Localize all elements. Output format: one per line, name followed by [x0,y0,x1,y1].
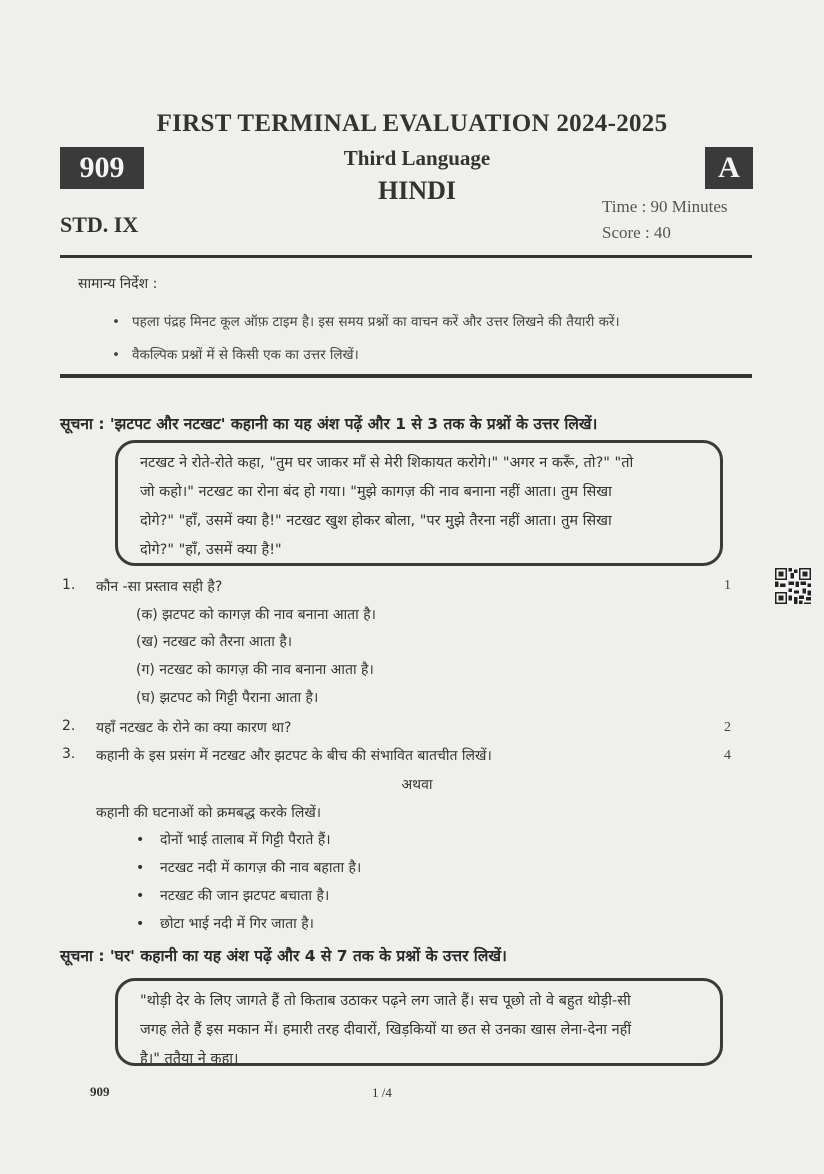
answer-option: (क) झटपट को कागज़ की नाव बनाना आता है। [136,607,376,623]
passage-line: नटखट ने रोते-रोते कहा, "तुम घर जाकर माँ से मेरी शिकायत करोगे।" "अगर न करूँ, तो?" "तो [140,455,634,471]
passage-line: है।" ततैया ने कहा। [140,1051,239,1067]
question-text: यहाँ नटखट के रोने का क्या कारण था? [96,720,292,736]
standard-label: STD. IX [60,212,139,237]
score-label: Score : 40 [602,223,671,242]
passage-line: दोगे?" "हाँ, उसमें क्या है!" नटखट खुश होकर बोला, "पर मुझे तैरना नहीं आता। तुम सिखा [140,513,612,529]
alternate-item [136,886,329,905]
passage-box-1 [115,440,723,566]
page-number: 1 /4 [372,1085,392,1100]
paper-code-badge: 909 [60,147,144,189]
question-marks: 1 [724,578,731,593]
question-number: 3. [62,746,76,762]
question-text: कौन -सा प्रस्ताव सही है? [96,579,223,595]
passage-line: जगह लेते हैं इस मकान में। हमारी तरह दीवारों, खिड़कियों या छत से उनका खास लेना-देना नहीं [140,1022,632,1038]
question-number: 2. [62,718,76,734]
footer-paper-code: 909 [90,1084,110,1099]
alternate-item [136,830,331,849]
alternate-item-text: नटखट की जान झटपट बचाता है। [160,888,330,904]
bullet-icon: • [136,916,145,932]
answer-option: (ख) नटखट को तैरना आता है। [136,634,293,650]
alternate-item-text: छोटा भाई नदी में गिर जाता है। [160,916,314,932]
passage-line: "थोड़ी देर के लिए जागते हैं तो किताब उठाकर पढ़ने लग जाते हैं। सच पूछो तो वे बहुत थोड़ी-सी [140,993,631,1009]
question-marks: 4 [724,748,731,763]
general-instructions-heading: सामान्य निर्देश : [78,276,158,292]
alternate-question: कहानी की घटनाओं को क्रमबद्ध करके लिखें। [96,805,322,821]
instruction-item [112,312,620,330]
exam-title: FIRST TERMINAL EVALUATION 2024-2025 [156,110,668,137]
language-label: Third Language [343,146,491,170]
alternate-item [136,858,361,877]
section2-notice: सूचना : 'घर' कहानी का यह अंश पढ़ें और 4 से 7 तक के प्रश्नों के उत्तर लिखें। [60,947,507,965]
passage-line: दोगे?" "हाँ, उसमें क्या है!" [140,542,282,558]
bullet-icon: • [112,347,120,363]
alternate-item-text: दोनों भाई तालाब में गिट्टी पैराते हैं। [160,832,331,848]
passage-box-2 [115,978,723,1066]
bullet-icon: • [136,888,145,904]
time-label: Time : 90 Minutes [602,197,728,216]
instructions-divider [60,374,752,378]
alternate-item [136,914,314,933]
header-divider [60,255,752,258]
question-marks: 2 [724,720,731,735]
question-number: 1. [62,577,76,593]
question-text: कहानी के इस प्रसंग में नटखट और झटपट के बीच की संभावित बातचीत लिखें। [96,748,492,764]
qr-code-icon [775,568,811,604]
answer-option: (ग) नटखट को कागज़ की नाव बनाना आता है। [136,662,374,678]
answer-option: (घ) झटपट को गिट्टी पैराना आता है। [136,690,319,706]
instruction-text: वैकल्पिक प्रश्नों में से किसी एक का उत्तर लिखें। [132,347,359,363]
or-separator: अथवा [401,777,433,793]
alternate-item-text: नटखट नदी में कागज़ की नाव बहाता है। [160,860,362,876]
instruction-item [112,345,359,363]
passage-line: जो कहो।" नटखट का रोना बंद हो गया। "मुझे कागज़ की नाव बनाना नहीं आता। तुम सिखा [140,484,612,500]
section1-notice: सूचना : 'झटपट और नटखट' कहानी का यह अंश पढ़ें और 1 से 3 तक के प्रश्नों के उत्तर लिखें। [60,415,598,433]
subject-title: HINDI [377,176,456,205]
bullet-icon: • [136,832,145,848]
instruction-text: पहला पंद्रह मिनट कूल ऑफ़ टाइम है। इस समय प्रश्नों का वाचन करें और उत्तर लिखने की तैयारी करें। [132,314,620,330]
bullet-icon: • [112,314,120,330]
set-badge: A [705,147,753,189]
bullet-icon: • [136,860,145,876]
